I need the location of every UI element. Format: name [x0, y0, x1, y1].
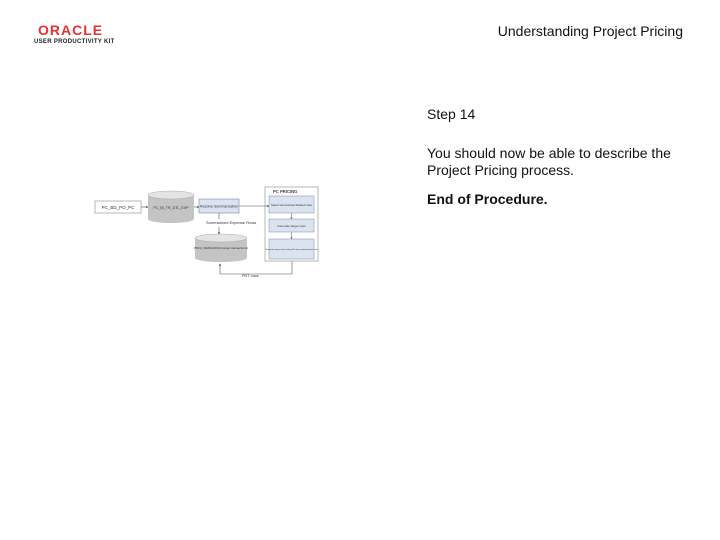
source-label: PC_BD_PO_PC: [101, 205, 135, 210]
source-db-label: PC_BI_TR_DTL_EXP: [153, 206, 189, 210]
pc-pricing-header: PC PRICING: [273, 189, 298, 194]
end-of-procedure: End of Procedure.: [427, 191, 548, 207]
oracle-wordmark: ORACLE: [38, 22, 104, 38]
pricing-step-3-label: Generate target rows using Pricing summarization rule: [265, 249, 318, 251]
summarized-expense-label: Summarized Expense Rows: [206, 220, 257, 225]
pricing-step-2-label: Generate target rows: [277, 224, 306, 228]
resolve-summarization-label: Resolve Summarization: [200, 204, 238, 209]
pricing-step-1-label: Select summarized Related rows: [271, 203, 312, 207]
oracle-upk-logo: [32, 22, 124, 48]
feedback-label: PDT rows: [242, 274, 259, 278]
step-number: Step 14: [427, 106, 476, 122]
step-description: You should now be able to describe the Project Pricing process.: [427, 145, 671, 178]
page-title: Understanding Project Pricing: [497, 23, 683, 39]
project-pricing-diagram: [92, 186, 344, 280]
step-content: [427, 106, 697, 208]
target-db-label: PROJ_RESOURCE (target transactions): [193, 246, 249, 250]
upk-subtitle: USER PRODUCTIVITY KIT: [34, 39, 115, 45]
